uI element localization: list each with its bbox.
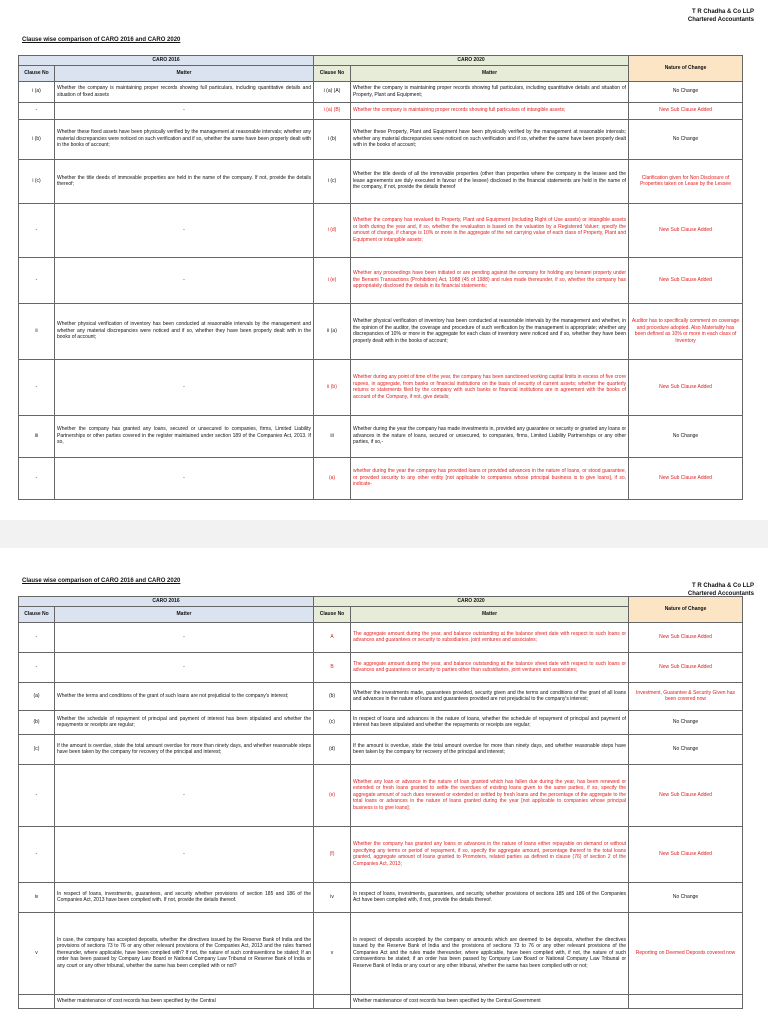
old-clause-no: -	[19, 622, 55, 652]
table-row	[19, 912, 743, 994]
new-clause-no: ii (a)	[314, 303, 351, 359]
old-clause-no: ii	[19, 303, 55, 359]
firm-block	[688, 8, 754, 24]
header-caro-2016: CARO 2016	[19, 597, 314, 607]
old-matter: -	[55, 764, 314, 826]
new-clause-no: v	[314, 912, 351, 994]
header-clause-no: Clause No	[314, 65, 351, 81]
new-matter: In respect of loans, investments, guarantees, and security, whether provisions of sections 185 and 186 of the Companies Act have been complied with, if not, provide the details thereof.	[351, 882, 629, 912]
old-matter: In case, the company has accepted deposits, whether the directives issued by the Reserve Bank of India and the provisions of sections 73 to 76 or any other relevant provisions of the Companies Act, 2013 and the rules framed thereunder, where applicable, have been complied with? If not, the nature of such contraventions be stated; If an order has been passed by Company Law Board or National Company Law Tribunal or Reserve Bank of India or any court or any other tribunal, whether the same has been complied with or not?	[55, 912, 314, 994]
header-nature-of-change: Nature of Change	[629, 56, 743, 82]
old-matter: -	[55, 826, 314, 882]
nature-of-change: Investment, Guarantee & Security Given has been covered now	[629, 682, 743, 710]
nature-of-change: No Change	[629, 734, 743, 764]
new-matter: The aggregate amount during the year, and balance outstanding at the balance sheet date with respect to such loans or advances and guarantees or security to parties other than subsidiaries, joint ventures and associates;	[351, 652, 629, 682]
firm-name: T R Chadha & Co LLP	[692, 583, 754, 589]
new-matter: Whether during the year the company has made investments in, provided any guarantee or security or granted any loans or advances in the nature of loans, secured or unsecured, to companies, firms, Limited Liability Partnerships or any other parties, if so,-	[351, 415, 629, 457]
new-matter-text: Whether the title deeds of all the immovable properties (other than properties where the company is the lessee and the lease agreements are duly executed in favour of the lessee) disclosed in the financial statements are held in the name of the company, if not, provide the details thereof	[353, 171, 627, 191]
old-clause-no: -	[19, 359, 55, 415]
header-nature-of-change: Nature of Change	[629, 597, 743, 623]
old-matter: -	[55, 257, 314, 303]
old-clause-no: -	[19, 257, 55, 303]
header-clause-no: Clause No	[314, 606, 351, 622]
nature-of-change: No Change	[629, 710, 743, 734]
new-clause-no: i (c)	[314, 159, 351, 203]
old-clause-no: i (a)	[19, 81, 55, 102]
header-caro-2020: CARO 2020	[314, 597, 629, 607]
new-clause-no: i (e)	[314, 257, 351, 303]
comparison-table	[18, 55, 743, 500]
table-row	[19, 457, 743, 499]
table-row	[19, 826, 743, 882]
table-row	[19, 652, 743, 682]
header-caro-2020: CARO 2020	[314, 56, 629, 66]
old-matter: -	[55, 652, 314, 682]
firm-name: T R Chadha & Co LLP	[692, 9, 754, 15]
nature-of-change: New Sub Clause Added	[629, 102, 743, 119]
table-row	[19, 415, 743, 457]
new-clause-no: B	[314, 652, 351, 682]
new-clause-no: A	[314, 622, 351, 652]
new-matter: Whether these Property, Plant and Equipment have been physically verified by the management at reasonable intervals; whether any material discrepancies were noticed on such verification and if so, whether the same have been properly dealt with in the books of account;	[351, 119, 629, 159]
old-matter: -	[55, 203, 314, 257]
table-row	[19, 682, 743, 710]
old-clause-no: -	[19, 203, 55, 257]
table-row	[19, 359, 743, 415]
header-matter: Matter	[55, 606, 314, 622]
new-matter: In respect of deposits accepted by the company or amounts which are deemed to be deposits, whether the directives issued by the Reserve Bank of India and the provisions of sections 73 to 76 or any other relevant provisions of the Companies Act and the rules made thereunder, where applicable, have been complied with, if not, the nature of such contraventions be stated; if an order has been passed by Company Law Board or National Company Law Tribunal or Reserve Bank of India or any court or any other tribunal, whether the same has been complied with or not;	[351, 912, 629, 994]
old-matter: -	[55, 102, 314, 119]
table-row	[19, 882, 743, 912]
new-matter: Whether any loan or advance in the nature of loan granted which has fallen due during the year, has been renewed or extended or fresh loans granted to settle the overdues of existing loans given to the same parties, if so, specify the aggregate amount of such dues renewed or extended or settled by fresh loans and the percentage of the aggregate to the total loans or advances in the nature of loans granted during the year [not applicable to companies whose principal business is to give loans];	[351, 764, 629, 826]
new-clause-no: iii	[314, 415, 351, 457]
old-matter: Whether physical verification of inventory has been conducted at reasonable intervals by the management and whether any material discrepancies were noticed and if so, whether they have been properly dealt with in the books of account;	[55, 303, 314, 359]
new-clause-no: iv	[314, 882, 351, 912]
old-clause-no: (b)	[19, 710, 55, 734]
old-matter: Whether these fixed assets have been physically verified by the management at reasonable intervals; whether any material discrepancies were noticed on such verification and if so, whether the same have been properly dealt with in the books of account;	[55, 119, 314, 159]
nature-of-change: No Change	[629, 81, 743, 102]
new-matter	[351, 159, 629, 203]
nature-of-change: New Sub Clause Added	[629, 257, 743, 303]
old-clause-no: i (b)	[19, 119, 55, 159]
nature-of-change: Reporting on Deemed Deposits covered now	[629, 912, 743, 994]
new-matter: Whether physical verification of inventory has been conducted at reasonable intervals by the management and whether, in the opinion of the auditor, the coverage and procedure of such verification by the management is appropriate; whether any discrepancies of 10% or more in the aggregate for each class of inventory were noticed and if so, whether they have been properly dealt with in the books of account;	[351, 303, 629, 359]
old-matter: Whether the company is maintaining proper records showing full particulars, including quantitative details and situation of fixed assets	[55, 81, 314, 102]
nature-of-change: Auditor has to specifically comment on coverage and procedure adopted. Also Materiality has been defined as 10% or more in each class of Inventory	[629, 303, 743, 359]
old-clause-no: v	[19, 912, 55, 994]
new-matter: Whether the company is maintaining proper records showing full particulars of intangible assets;	[351, 102, 629, 119]
new-matter: whether during the year the company has provided loans or provided advances in the nature of loans, or stood guarantee, or provided security to any other entity [not applicable to companies whose principal business is to give loans], if so, indicate-	[351, 457, 629, 499]
new-matter: Whether maintenance of cost records has been specified by the Central Government	[351, 994, 629, 1008]
header-matter: Matter	[351, 606, 629, 622]
table-row	[19, 764, 743, 826]
old-matter: Whether the terms and conditions of the grant of such loans are not prejudicial to the company's interest;	[55, 682, 314, 710]
table-row	[19, 203, 743, 257]
old-clause-no: -	[19, 826, 55, 882]
new-clause-no	[314, 994, 351, 1008]
old-matter: -	[55, 622, 314, 652]
old-clause-no: (c)	[19, 734, 55, 764]
old-matter: If the amount is overdue, state the total amount overdue for more than ninety days, and whether reasonable steps have been taken by the company for recovery of the principal and interest;	[55, 734, 314, 764]
nature-of-change: New Sub Clause Added	[629, 359, 743, 415]
new-matter: Whether the company is maintaining proper records showing full particulars, including quantitative details and situation of Property, Plant and Equipment;	[351, 81, 629, 102]
nature-of-change: No Change	[629, 415, 743, 457]
nature-of-change: New Sub Clause Added	[629, 203, 743, 257]
old-clause-no: -	[19, 764, 55, 826]
nature-of-change	[629, 994, 743, 1008]
firm-subtitle: Chartered Accountants	[687, 17, 754, 23]
old-matter: -	[55, 457, 314, 499]
new-matter: In respect of loans and advances in the nature of loans, whether the schedule of repayment of principal and payment of interest has been stipulated and whether the repayments or receipts are regular;	[351, 710, 629, 734]
table-row	[19, 81, 743, 102]
new-clause-no: (d)	[314, 734, 351, 764]
header-matter: Matter	[351, 65, 629, 81]
table-row	[19, 734, 743, 764]
old-clause-no: iii	[19, 415, 55, 457]
old-matter: Whether maintenance of cost records has been specified by the Central	[55, 994, 314, 1008]
table-row	[19, 710, 743, 734]
table-row	[19, 257, 743, 303]
old-clause-no: -	[19, 652, 55, 682]
table-row	[19, 102, 743, 119]
header-clause-no: Clause No	[19, 606, 55, 622]
new-clause-no: i (d)	[314, 203, 351, 257]
nature-of-change: No Change	[629, 882, 743, 912]
firm-subtitle: Chartered Accountants	[687, 591, 754, 597]
new-clause-no: (c)	[314, 710, 351, 734]
header-clause-no: Clause No	[19, 65, 55, 81]
new-matter: Whether the company has granted any loans or advances in the nature of loans either repayable on demand or without specifying any terms or period of repayment, if so, specify the aggregate amount, percentage thereof to the total loans granted, aggregate amount of loans granted to Promoters, related parties as defined in clause (76) of section 2 of the Companies Act, 2013;	[351, 826, 629, 882]
old-clause-no: -	[19, 457, 55, 499]
new-matter: Whether the investments made, guarantees provided, security given and the terms and conditions of the grant of all loans and advances in the nature of loans and guarantees provided are not prejudicial to the company's interest;	[351, 682, 629, 710]
old-matter: Whether the title deeds of immovable properties are held in the name of the company. If not, provide the details thereof;	[55, 159, 314, 203]
old-matter: Whether the schedule of repayment of principal and payment of interest has been stipulated and whether the repayments or receipts are regular;	[55, 710, 314, 734]
new-matter: Whether any proceedings have been initiated or are pending against the company for holding any benami property under the Benami Transactions (Prohibition) Act, 1988 (45 of 1988) and rules made thereunder, if so, whether the company has appropriately disclosed the details in its financial statements;	[351, 257, 629, 303]
nature-of-change: New Sub Clause Added	[629, 457, 743, 499]
nature-of-change: New Sub Clause Added	[629, 826, 743, 882]
table-row	[19, 159, 743, 203]
table-row	[19, 303, 743, 359]
new-clause-no: (b)	[314, 682, 351, 710]
table-row	[19, 119, 743, 159]
old-matter: In respect of loans, investments, guarantees, and security whether provisions of section 185 and 186 of the Companies Act, 2013 have been complied with. If not, provide the details thereof.	[55, 882, 314, 912]
old-clause-no: i (c)	[19, 159, 55, 203]
old-clause-no: (a)	[19, 682, 55, 710]
new-clause-no: ii (b)	[314, 359, 351, 415]
new-matter: Whether the company has revalued its Property, Plant and Equipment (including Right of Use assets) or intangible assets or both during the year and, if so, whether the revaluation is based on the valuation by a Registered Valuer; specify the amount of change, if change is 10% or more in the aggregate of the net carrying value of each class of Property, Plant and Equipment or intangible assets;	[351, 203, 629, 257]
nature-of-change: New Sub Clause Added	[629, 622, 743, 652]
nature-of-change: New Sub Clause Added	[629, 652, 743, 682]
old-matter: Whether the company has granted any loans, secured or unsecured to companies, firms, Limited Liability Partnerships or other parties covered in the register maintained under section 189 of the Companies Act, 2013. If so,	[55, 415, 314, 457]
nature-of-change: Clarification given for Non Disclosure of Properties taken on Lease by the Lessee	[629, 159, 743, 203]
old-clause-no	[19, 994, 55, 1008]
old-clause-no: -	[19, 102, 55, 119]
new-clause-no: (a)	[314, 457, 351, 499]
new-clause-no: i (a) (A)	[314, 81, 351, 102]
new-matter: The aggregate amount during the year, and balance outstanding at the balance sheet date with respect to such loans or advances and guarantees or security to subsidiaries, joint ventures and associates;	[351, 622, 629, 652]
old-clause-no: iv	[19, 882, 55, 912]
table-row	[19, 994, 743, 1008]
header-caro-2016: CARO 2016	[19, 56, 314, 66]
old-matter: -	[55, 359, 314, 415]
header-matter: Matter	[55, 65, 314, 81]
comparison-table	[18, 596, 743, 1009]
table-row	[19, 622, 743, 652]
nature-of-change: New Sub Clause Added	[629, 764, 743, 826]
page-separator	[0, 520, 768, 548]
new-clause-no: (f)	[314, 826, 351, 882]
page-2	[0, 548, 768, 1024]
nature-of-change: No Change	[629, 119, 743, 159]
new-clause-no: (e)	[314, 764, 351, 826]
new-clause-no: i (b)	[314, 119, 351, 159]
page-title: Clause wise comparison of CARO 2016 and CARO 2020	[22, 37, 181, 43]
new-clause-no: i (a) (B)	[314, 102, 351, 119]
new-matter: Whether during any point of time of the year, the company has been sanctioned working capital limits in excess of five crore rupees, in aggregate, from banks or financial institutions on the basis of security of current assets; whether the quarterly returns or statements filed by the company with such banks or financial institutions are in agreement with the books of account of the Company, if not, give details;	[351, 359, 629, 415]
page-title: Clause wise comparison of CARO 2016 and CARO 2020	[22, 578, 181, 584]
new-matter: If the amount is overdue, state the total amount overdue for more than ninety days, and whether reasonable steps have been taken by the company for recovery of the principal and interest;	[351, 734, 629, 764]
